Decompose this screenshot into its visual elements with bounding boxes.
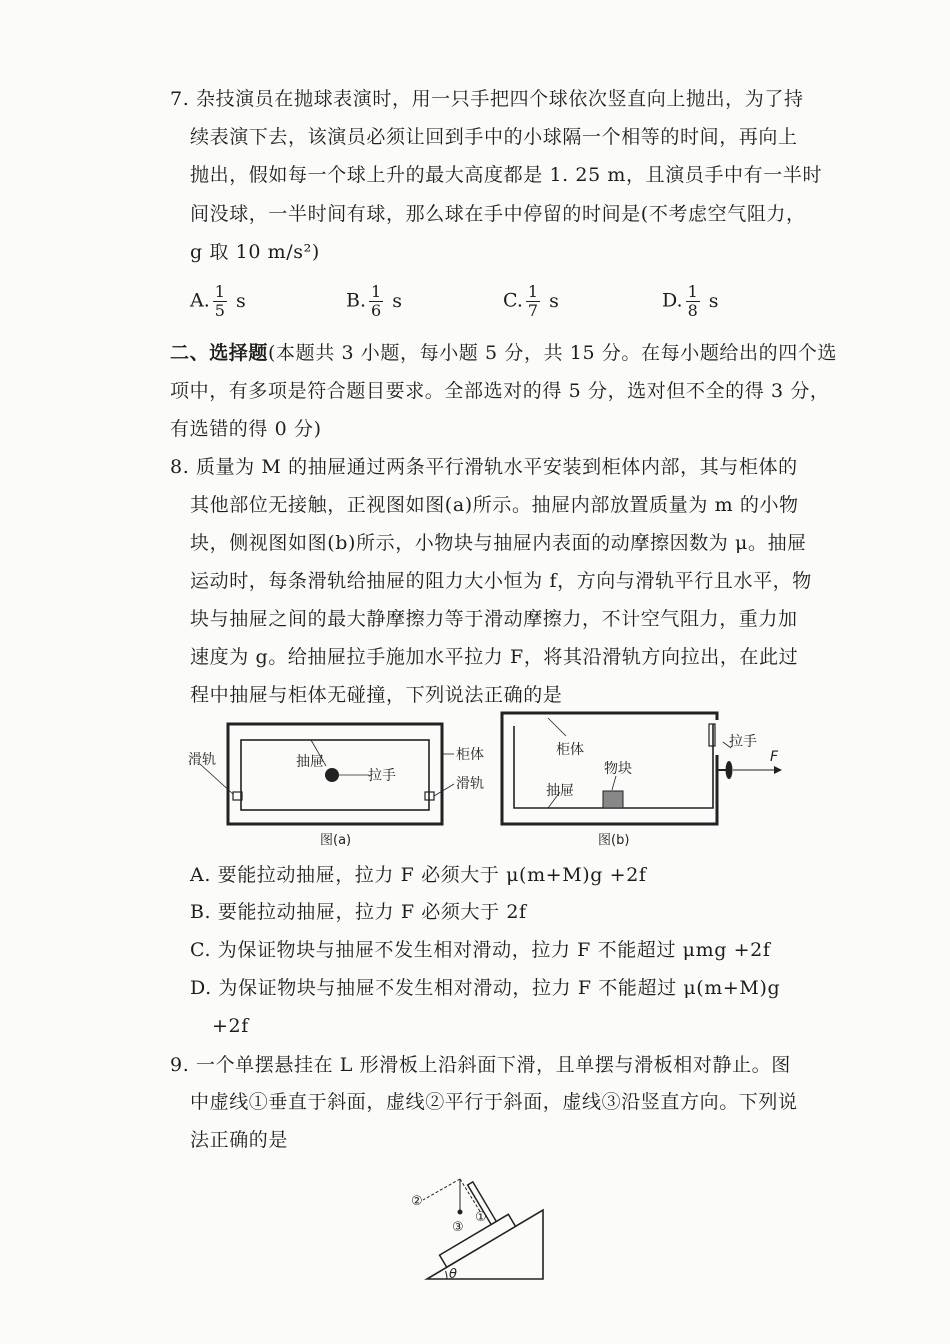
denominator: 8 (687, 301, 698, 320)
unit: s (549, 289, 559, 312)
q8-line-1: 8. 质量为 M 的抽屉通过两条平行滑轨水平安装到柜体内部，其与柜体的 (170, 456, 798, 478)
section-2-line-3: 有选错的得 0 分) (170, 418, 322, 440)
q7-line-5: g 取 10 m/s²) (190, 241, 320, 263)
q7-line-4: 间没球，一半时间有球，那么球在手中停留的时间是(不考虑空气阻力， (190, 203, 806, 225)
option-label: A. (190, 289, 210, 312)
q8-option-a: A. 要能拉动抽屉，拉力 F 必须大于 μ(m+M)g +2f (190, 864, 647, 886)
unit: s (235, 289, 246, 312)
fraction (213, 283, 227, 320)
q9-line-1: 9. 一个单摆悬挂在 L 形滑板上沿斜面下滑，且单摆与滑板相对静止。图 (170, 1054, 791, 1076)
q7-line-2: 续表演下去，该演员必须让回到手中的小球隔一个相等的时间，再向上 (190, 126, 798, 148)
section-2-line-2: 项中，有多项是符合题目要求。全部选对的得 5 分，选对但不全的得 3 分， (170, 380, 830, 402)
numerator: 1 (687, 282, 698, 301)
q8-line-2: 其他部位无接触，正视图如图(a)所示。抽屉内部放置质量为 m 的小物 (190, 494, 799, 516)
q9-line-3: 法正确的是 (190, 1129, 289, 1151)
fraction (369, 283, 383, 320)
option-label: D. (662, 289, 683, 312)
label-2: ② (411, 1194, 423, 1209)
q7-line-1: 7. 杂技演员在抛球表演时，用一只手把四个球依次竖直向上抛出，为了持 (170, 88, 804, 110)
block (603, 791, 623, 808)
q7-option-d (662, 283, 719, 320)
angle-label: θ (449, 1267, 457, 1282)
fraction (526, 283, 540, 320)
fraction (686, 283, 700, 320)
label-force: F (770, 749, 779, 765)
figure-q9 (405, 1158, 565, 1284)
label-handle: 拉手 (368, 768, 396, 784)
label-handle: 拉手 (729, 734, 757, 750)
q7-option-c (503, 283, 559, 320)
unit: s (708, 289, 719, 312)
section-instructions: (本题共 3 小题，每小题 5 分，共 15 分。在每小题给出的四个选 (268, 342, 838, 364)
label-cabinet: 柜体 (556, 742, 584, 758)
q8-line-7: 程中抽屉与柜体无碰撞，下列说法正确的是 (190, 684, 563, 706)
figure-b (498, 710, 798, 852)
caption-b: 图(b) (598, 833, 630, 848)
q8-option-d-continued: +2f (212, 1015, 249, 1037)
q8-line-3: 块，侧视图如图(b)所示，小物块与抽屉内表面的动摩擦因数为 μ。抽屉 (190, 532, 807, 554)
label-rail-right: 滑轨 (456, 776, 484, 792)
q8-option-b: B. 要能拉动抽屉，拉力 F 必须大于 2f (190, 901, 527, 923)
q7-option-a (190, 283, 246, 320)
label-drawer: 抽屉 (296, 754, 324, 770)
label-1: ① (475, 1210, 487, 1225)
q8-line-6: 速度为 g。给抽屉拉手施加水平拉力 F，将其沿滑轨方向拉出，在此过 (190, 646, 799, 668)
pendulum-bob (458, 1210, 463, 1215)
figure-a (186, 718, 496, 852)
label-block: 物块 (604, 761, 632, 777)
denominator: 7 (527, 301, 539, 320)
handle-knob (325, 768, 339, 782)
label-rail-left: 滑轨 (188, 752, 216, 768)
numerator: 1 (214, 282, 225, 301)
leader-cabinet (548, 718, 566, 736)
denominator: 6 (371, 301, 382, 320)
q9-line-2: 中虚线①垂直于斜面，虚线②平行于斜面，虚线③沿竖直方向。下列说 (190, 1091, 798, 1113)
option-label: B. (346, 289, 367, 312)
option-label: C. (503, 289, 523, 312)
unit: s (392, 289, 402, 312)
angle-arc (446, 1271, 448, 1279)
handle-knob (726, 761, 733, 779)
leader-block (612, 776, 616, 790)
section-heading: 二、选择题 (170, 342, 269, 364)
q8-option-c: C. 为保证物块与抽屉不发生相对滑动，拉力 F 不能超过 μmg +2f (190, 939, 771, 961)
dashed-line-2 (423, 1179, 460, 1200)
numerator: 1 (371, 282, 382, 301)
leader-rail-right (434, 784, 454, 796)
numerator: 1 (527, 282, 539, 301)
denominator: 5 (214, 301, 225, 320)
label-cabinet: 柜体 (456, 747, 484, 763)
q8-line-5: 块与抽屉之间的最大静摩擦力等于滑动摩擦力，不计空气阻力，重力加 (190, 608, 798, 630)
q7-line-3: 抛出，假如每一个球上升的最大高度都是 1. 25 m，且演员手中有一半时 (190, 164, 823, 186)
q8-line-4: 运动时，每条滑轨给抽屉的阻力大小恒为 f，方向与滑轨平行且水平，物 (190, 570, 812, 592)
q7-option-b (346, 283, 402, 320)
caption-a: 图(a) (320, 833, 352, 848)
label-drawer: 抽屉 (546, 783, 574, 799)
q8-option-d: D. 为保证物块与抽屉不发生相对滑动，拉力 F 不能超过 μ(m+M)g (190, 977, 781, 999)
section-2-line-1 (170, 340, 837, 366)
force-arrowhead (774, 766, 782, 774)
label-3: ③ (452, 1220, 464, 1235)
drawer-front (709, 724, 715, 746)
